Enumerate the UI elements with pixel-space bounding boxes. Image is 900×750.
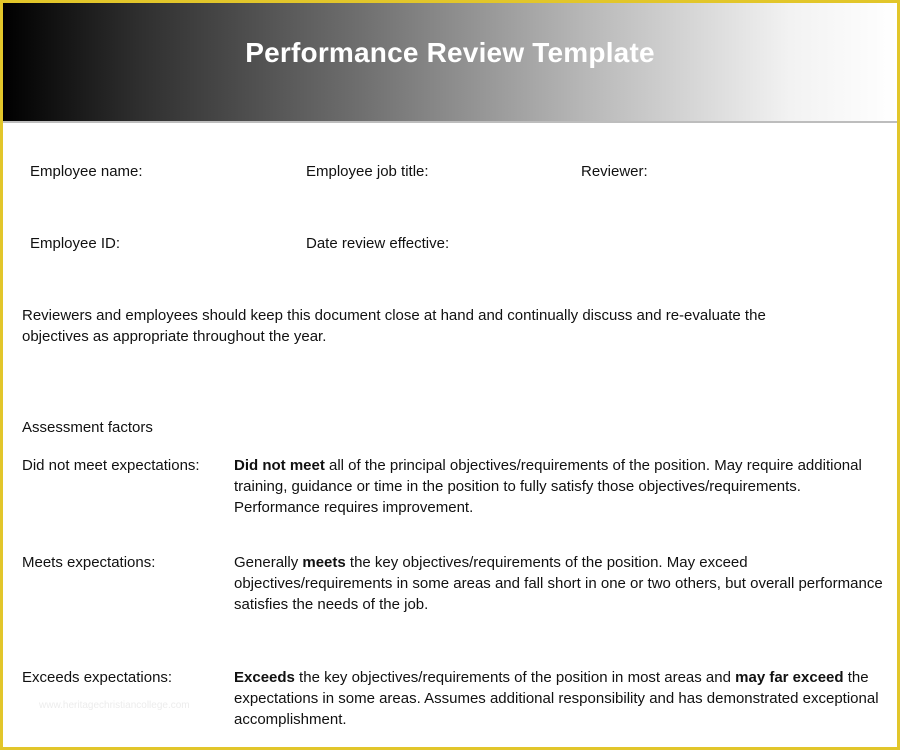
did-not-meet-label: Did not meet expectations: (22, 457, 200, 474)
meets-text: the key objectives/requirements of the position. May exceed objectives/requirements in some areas and fall short in one or two others, but overall performance satisfies the needs of the job. (234, 554, 883, 613)
exceeds-text-1: the key objectives/requirements of the position in most areas and (294, 669, 736, 686)
document-title: Performance Review Template (245, 37, 655, 68)
meets-description (234, 552, 884, 615)
header-banner (3, 3, 897, 123)
assessment-factors-heading: Assessment factors (22, 419, 153, 436)
did-not-meet-text: all of the principal objectives/requirements of the position. May require additional training, guidance or time in the position to fully satisfy those objectives/requirements. Performance requires improvement. (234, 457, 862, 516)
meets-text-start: Generally (234, 554, 303, 571)
employee-name-label: Employee name: (30, 163, 143, 180)
intro-paragraph: Reviewers and employees should keep this document close at hand and continually discuss and re-evaluate the objectives as appropriate throughout the year. (22, 307, 766, 345)
meets-bold: meets (302, 554, 346, 571)
meets-label: Meets expectations: (22, 554, 156, 571)
exceeds-description (234, 667, 884, 730)
employee-id-label: Employee ID: (30, 235, 121, 252)
employee-job-title-label: Employee job title: (306, 163, 429, 180)
exceeds-bold-2: may far exceed (735, 669, 844, 686)
exceeds-bold: Exceeds (234, 669, 295, 686)
did-not-meet-description (234, 455, 884, 518)
exceeds-text-2: the expectations in some areas. Assumes additional responsibility and has demonstrated exceptional accomplishment. (234, 669, 879, 728)
watermark-text: www.heritagechristiancollege.com (39, 700, 190, 711)
date-review-effective-label: Date review effective: (306, 235, 450, 252)
exceeds-label: Exceeds expectations: (22, 669, 173, 686)
did-not-meet-bold: Did not meet (234, 457, 325, 474)
reviewer-label: Reviewer: (581, 163, 648, 180)
